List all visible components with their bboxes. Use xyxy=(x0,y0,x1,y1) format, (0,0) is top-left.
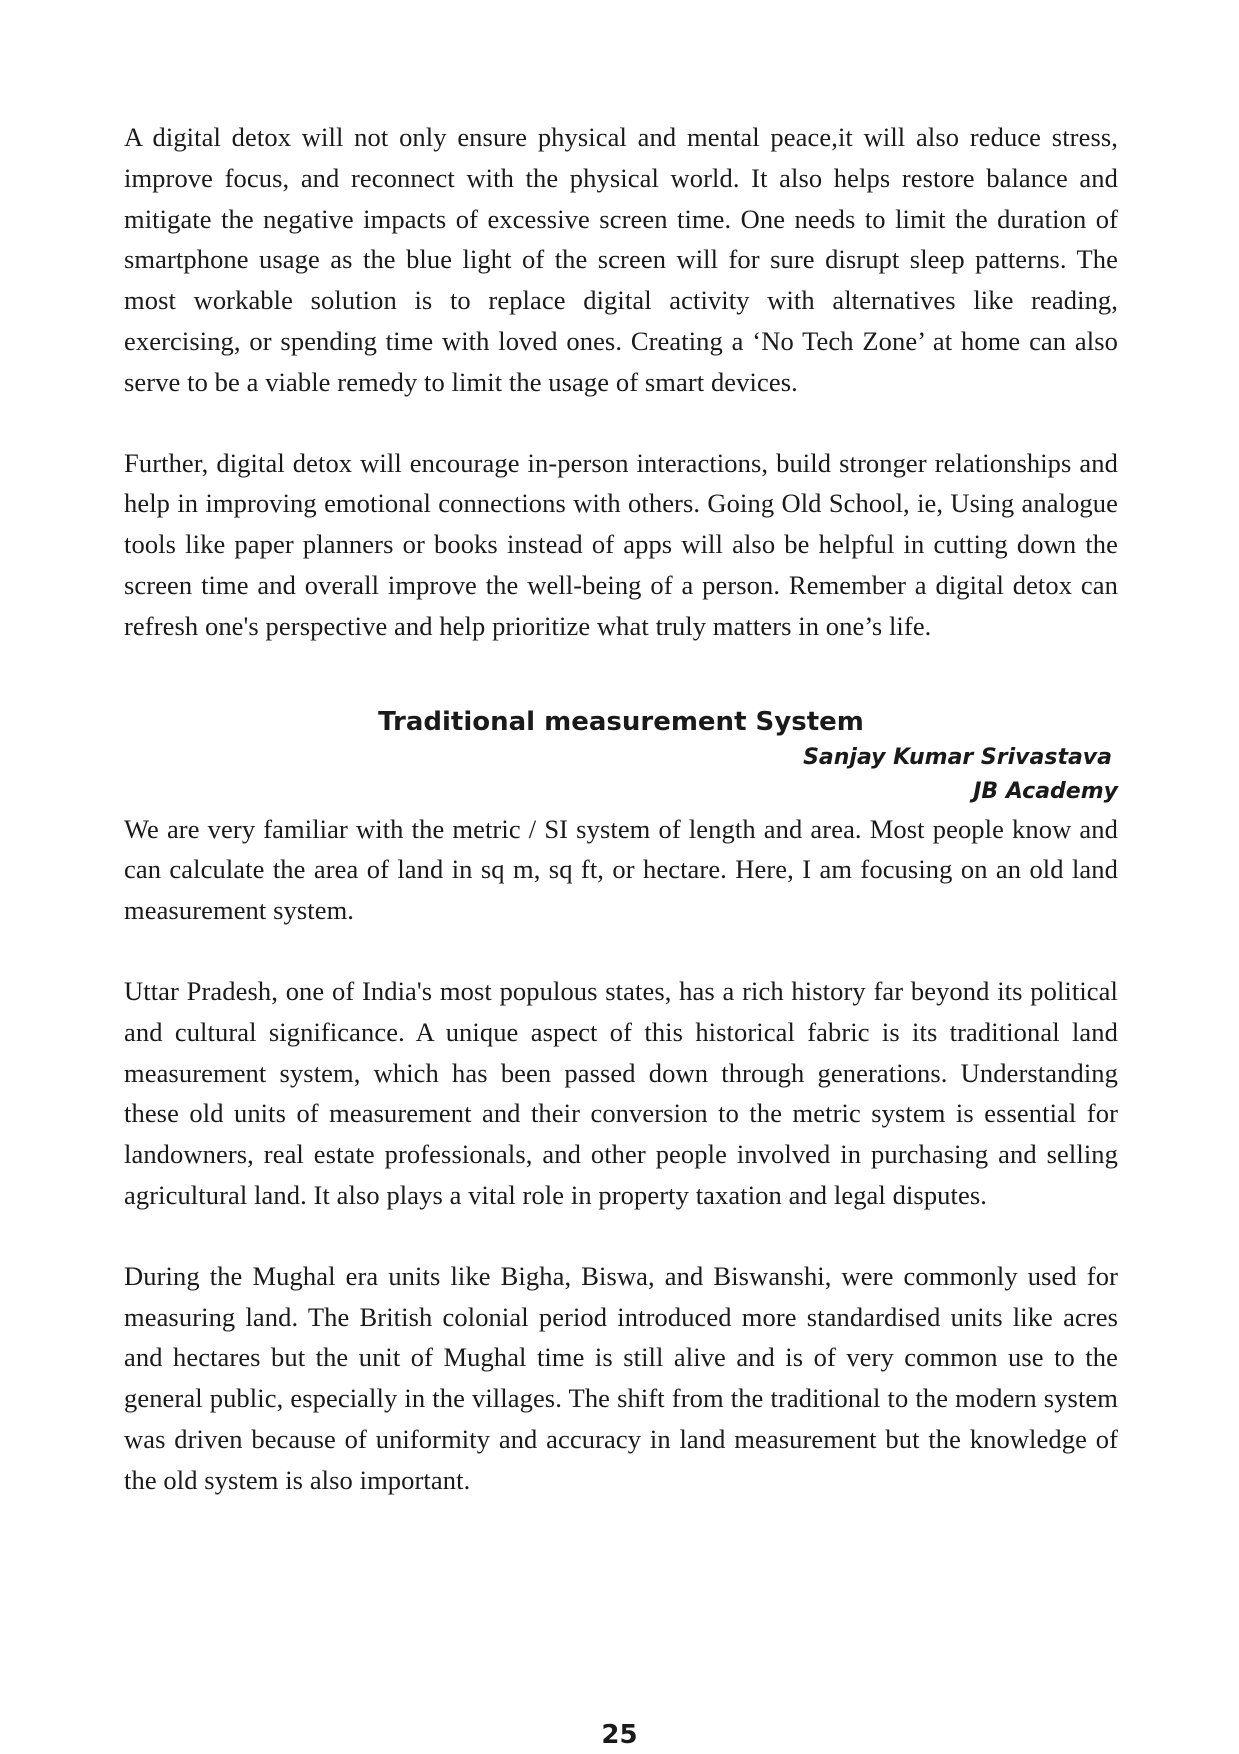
article-title: Traditional measurement System xyxy=(378,706,864,737)
page-number: 25 xyxy=(601,1720,638,1750)
paragraph-digital-detox-1: A digital detox will not only ensure physical and mental peace,it will also reduce stress, improve focus, and reconnect with the physical world. It also helps restore balance and mitigate the negative impacts of excessive screen time. One needs to limit the duration of smartphone usage as the blue light of the screen will for sure disrupt sleep patterns. The most workable solution is to replace digital activity with alternatives like reading, exercising, or spending time with loved ones. Creating a ‘No Tech Zone’ at home can also serve to be a viable remedy to limit the usage of smart devices. xyxy=(124,122,1118,397)
article-author: Sanjay Kumar Srivastava xyxy=(803,744,1112,770)
paragraph-gap xyxy=(124,931,1118,971)
page-content xyxy=(124,117,1118,1501)
article-paragraph-2: Uttar Pradesh, one of India's most populous states, has a rich history far beyond its political and cultural significance. A unique aspect of this historical fabric is its traditional land measurement system, which has been passed down through generations. Understanding these old units of measurement and their conversion to the metric system is essential for landowners, real estate professionals, and other people involved in purchasing and selling agricultural land. It also plays a vital role in property taxation and legal disputes. xyxy=(124,975,1118,1210)
paragraph-digital-detox-2: Further, digital detox will encourage in-person interactions, build stronger relationships and help in improving emotional connections with others. Going Old School, ie, Using analogue tools like paper planners or books instead of apps will also be helpful in cutting down the screen time and overall improve the well-being of a person. Remember a digital detox can refresh one's perspective and help prioritize what truly matters in one’s life. xyxy=(124,447,1118,641)
paragraph-gap xyxy=(124,1216,1118,1256)
article-paragraph-1: We are very familiar with the metric / SI system of length and area. Most people know and can calculate the area of land in sq m, sq ft, or hectare. Here, I am focusing on an old land measurement system. xyxy=(124,813,1118,926)
article-school: JB Academy xyxy=(973,778,1118,804)
section-gap xyxy=(124,647,1118,703)
paragraph-gap xyxy=(124,403,1118,443)
article-paragraph-3: During the Mughal era units like Bigha, Biswa, and Biswanshi, were commonly used for measuring land. The British colonial period introduced more standardised units like acres and hectares but the unit of Mughal time is still alive and is of very common use to the general public, especially in the villages. The shift from the traditional to the modern system was driven because of uniformity and accuracy in land measurement but the knowledge of the old system is also important. xyxy=(124,1260,1118,1495)
